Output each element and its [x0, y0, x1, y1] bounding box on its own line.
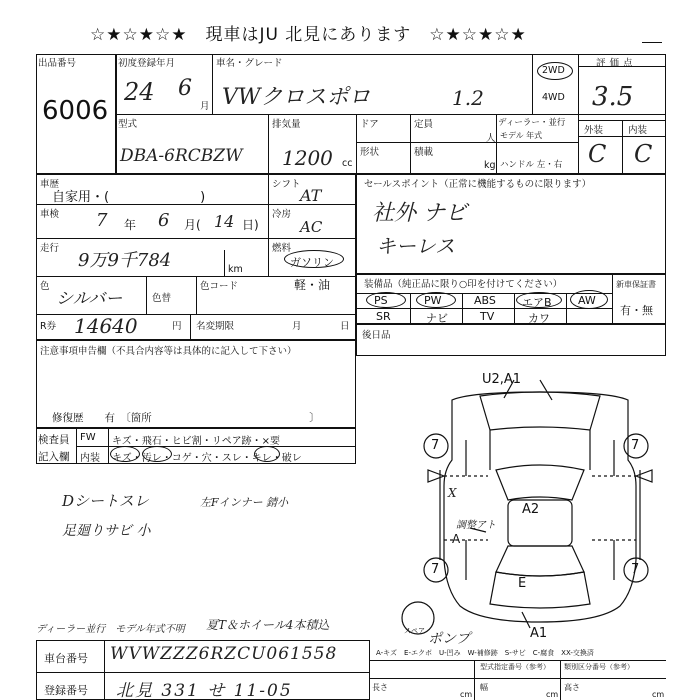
inspector-fw: FW	[80, 432, 96, 443]
recycle-label: R券	[40, 321, 57, 332]
diagram-wheel-fr: 7	[631, 438, 640, 453]
inspection-label: 車検	[40, 209, 60, 220]
header-dash	[642, 42, 662, 43]
legend-width: 幅	[480, 683, 488, 692]
fuel-gasoline-circle	[284, 250, 344, 268]
header-title: ☆★☆★☆★ 現車はJU 北見にあります ☆★☆★☆★	[90, 25, 527, 45]
legend-width-cm: cm	[546, 690, 559, 699]
handle-label: ハンドル 左・右	[500, 160, 563, 170]
usage-label: 車歴	[40, 179, 60, 190]
mileage-label: 走行	[40, 243, 60, 254]
diagram-wheel-rl: 7	[431, 562, 440, 577]
rear-label: 後日品	[362, 330, 391, 341]
color-change-label: 色替	[152, 293, 172, 304]
car-grade-value: 1.2	[452, 86, 484, 110]
load-unit: kg	[484, 160, 496, 171]
remark-4: ディーラー並行 モデル年式不明	[36, 624, 185, 635]
capacity-unit: 人	[486, 133, 496, 144]
inspector-dirt-circle	[142, 446, 172, 462]
diagram-a2: A2	[522, 502, 540, 517]
recycle-unit: 円	[172, 321, 182, 332]
equip-ps: PS	[374, 294, 388, 307]
legend-length: 長さ	[372, 683, 388, 692]
legend-cert: 類別区分番号（参考）	[564, 663, 634, 671]
score-value: 3.5	[592, 82, 634, 112]
first-reg-year: 24	[124, 78, 155, 106]
diagram-e: E	[518, 576, 527, 591]
notes-label: 注意事項申告欄（不具合内容等は具体的に記入して下さい）	[40, 346, 297, 357]
warranty-value: 有・無	[620, 304, 653, 317]
dealer-model-year: モデル 年式	[500, 131, 543, 140]
inspection-day-unit: 日)	[242, 218, 259, 232]
displacement-label: 排気量	[272, 119, 301, 130]
sales-line2: キーレス	[376, 234, 455, 258]
fuel-label: 燃料	[272, 243, 292, 254]
name-change-month: 月	[292, 321, 302, 332]
interior-label: 内装	[628, 125, 648, 136]
inspection-day: 14	[214, 212, 235, 231]
inspector-inner: 内装	[80, 453, 100, 464]
displacement-unit: cc	[342, 158, 353, 169]
displacement-value: 1200	[282, 146, 333, 170]
equip-aw: AW	[578, 294, 596, 307]
inspector-fw-text: キズ・飛石・ヒビ割・リペア跡・×要	[112, 436, 280, 447]
inspection-month-unit: 月(	[184, 218, 201, 232]
equip-sr: SR	[376, 310, 391, 323]
equip-navi: ナビ	[426, 312, 448, 325]
inspector-wear-circle	[254, 446, 280, 462]
chassis-label: 車台番号	[44, 652, 88, 665]
load-label: 積載	[414, 147, 434, 158]
aircon-value: AC	[300, 218, 323, 236]
dealer-label: ディーラー・並行	[498, 118, 566, 128]
legend-height-cm: cm	[652, 690, 665, 699]
equip-airbag-circle	[516, 292, 562, 308]
first-reg-label: 初度登録年月	[118, 58, 176, 69]
fuel-diesel: 軽・油	[294, 278, 331, 292]
plate-label: 登録番号	[44, 684, 88, 697]
mileage-unit: km	[228, 264, 243, 275]
diagram-adj: 調整アト	[456, 520, 496, 531]
fuel-gasoline: ガソリン	[290, 256, 334, 269]
sales-label: セールスポイント（正常に機能するものに限ります）	[364, 179, 592, 190]
shift-value: AT	[300, 186, 322, 205]
exterior-label: 外装	[584, 125, 604, 136]
exterior-value: C	[588, 140, 607, 168]
diagram-spare: スペア	[404, 627, 425, 635]
inspection-year-unit: 年	[124, 218, 137, 232]
color-code-label: 色コード	[200, 281, 239, 292]
color-value: シルバー	[56, 289, 123, 309]
model-value: DBA-6RCBZW	[120, 146, 243, 166]
equip-abs: ABS	[474, 294, 496, 307]
sales-line1: 社外 ナビ	[372, 201, 467, 226]
door-label: ドア	[360, 119, 379, 130]
equip-leather: カワ	[528, 312, 550, 325]
model-label: 型式	[118, 119, 138, 130]
repair-label: 修復歴 有 〔箇所 〕	[52, 412, 320, 424]
diagram-wheel-fl: 7	[431, 438, 440, 453]
inspector-inner-text: キズ・汚レ・コゲ・穴・スレ・キレ・破レ	[112, 453, 302, 464]
name-change-label: 名変期限	[196, 321, 235, 332]
name-change-day: 日	[340, 321, 350, 332]
plate-value: 北見 331 せ 11-05	[116, 681, 293, 700]
color-label: 色	[40, 281, 50, 292]
diagram-bottom-label: A1	[530, 626, 548, 641]
equip-tv: TV	[480, 310, 495, 323]
drive-4wd: 4WD	[542, 92, 565, 103]
score-label: 評価点	[596, 58, 637, 69]
legend-height: 高さ	[564, 683, 580, 692]
diagram-wheel-rr: 7	[631, 562, 640, 577]
capacity-label: 定員	[414, 119, 434, 130]
inspection-month: 6	[158, 210, 170, 231]
rear-frame	[356, 324, 666, 356]
equip-pw-circle	[416, 292, 456, 308]
car-name-value: VWクロスポロ	[222, 85, 371, 110]
equip-airbag: エアB	[522, 296, 552, 309]
legend-line1: A-キズ E-エクボ U-凹み W-補修跡 S-サビ C-腐食 XX-交換済	[376, 649, 594, 657]
chassis-value: WVWZZZ6RZCU061558	[110, 644, 338, 664]
shape-label: 形状	[360, 147, 380, 158]
remark-2: 足廻りサビ 小	[62, 523, 151, 539]
inspector-label1: 検査員	[38, 434, 70, 446]
remark-5: 夏T＆ホイール4本積込	[206, 618, 330, 632]
inspector-label2: 記入欄	[38, 451, 70, 463]
equip-pw: PW	[424, 294, 442, 307]
legend-length-cm: cm	[460, 690, 473, 699]
usage-value: 自家用・( )	[52, 190, 206, 205]
shift-label: シフト	[272, 179, 301, 190]
first-reg-month-unit: 月	[200, 101, 210, 112]
mileage-value: 9万9千784	[78, 250, 172, 271]
diagram-x: X	[448, 486, 457, 500]
diagram-pump: ポンプ	[428, 631, 470, 647]
diagram-a: A	[452, 532, 461, 546]
remark-3: 左Fインナー 錆小	[200, 496, 289, 509]
equipment-label: 装備品（純正品に限り○印を付けてください）	[364, 279, 563, 290]
lot-number: 6006	[42, 96, 109, 126]
warranty-label: 新車保証書	[616, 280, 656, 289]
equip-aw-circle	[570, 290, 608, 309]
lot-label: 出品番号	[38, 58, 77, 69]
drive-2wd: 2WD	[542, 65, 565, 76]
recycle-value: 14640	[74, 314, 138, 338]
first-reg-month: 6	[178, 76, 192, 101]
aircon-label: 冷房	[272, 209, 292, 220]
legend-spec: 型式指定番号（参考）	[480, 663, 550, 671]
inspection-year: 7	[96, 210, 108, 231]
diagram-top-label: U2,A1	[482, 372, 522, 387]
inspector-scratch-circle	[110, 446, 140, 462]
car-name-label: 車名・グレード	[216, 58, 283, 69]
interior-value: C	[634, 140, 653, 168]
equip-ps-circle	[366, 292, 406, 308]
remark-1: Dシートスレ	[62, 492, 149, 510]
